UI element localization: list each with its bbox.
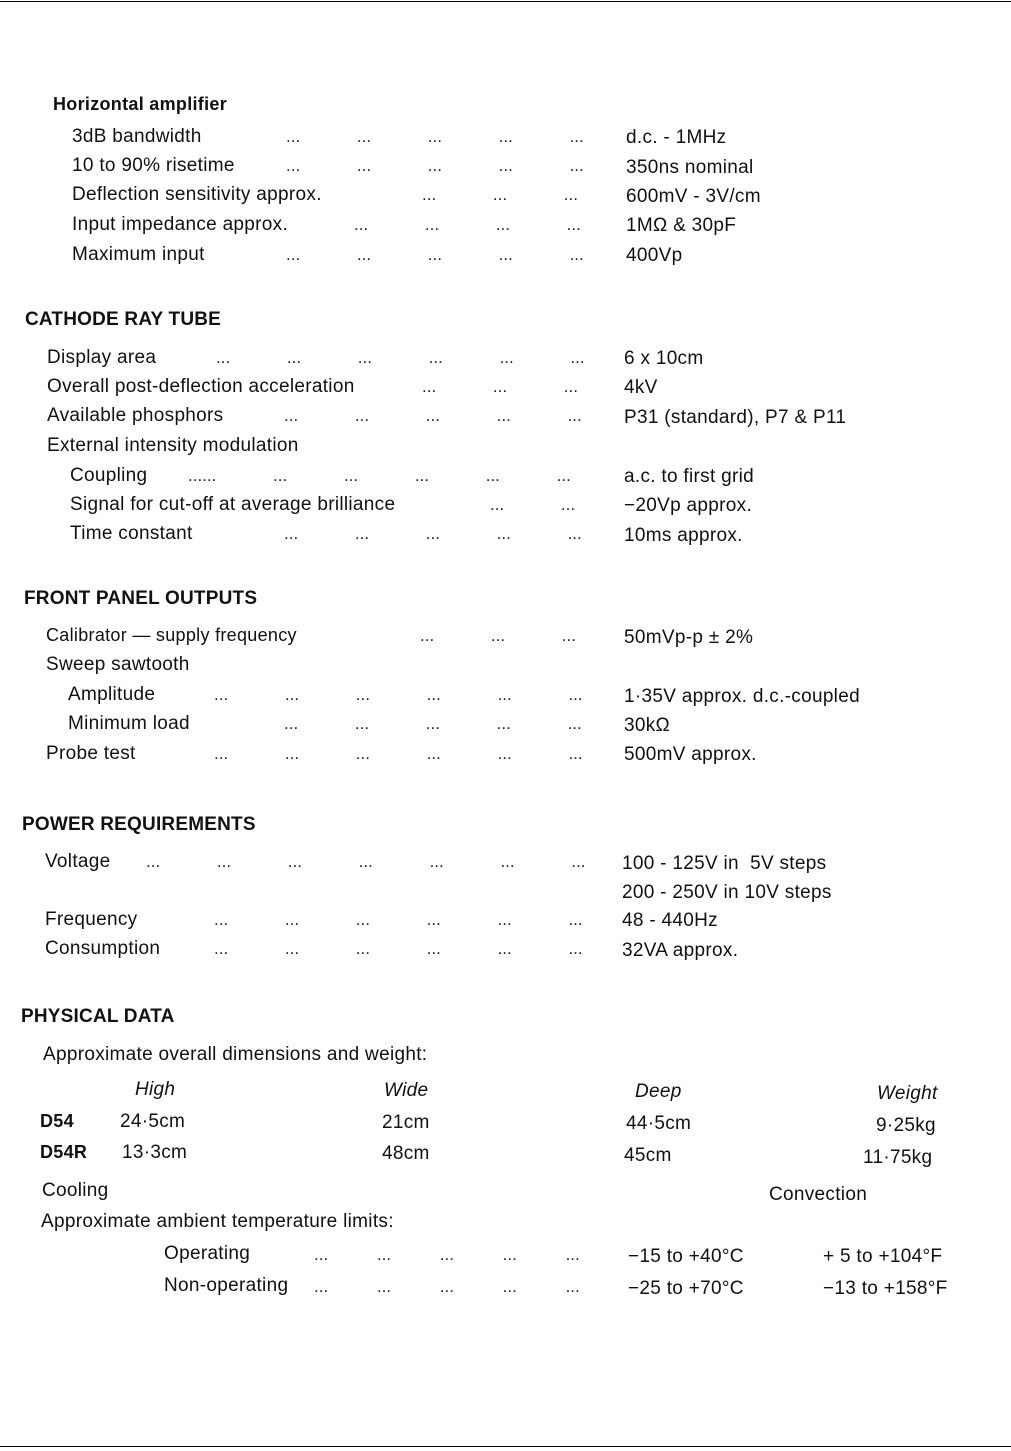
power-heading: POWER REQUIREMENTS (22, 814, 256, 835)
column-header-wide: Wide (384, 1080, 429, 1101)
spec-label: Deflection sensitivity approx. (72, 184, 322, 205)
leader-dots: ... ... ... ... ... ... (214, 939, 583, 958)
spec-label: Voltage (45, 851, 111, 872)
model-deep: 45cm (624, 1145, 672, 1166)
model-high: 24·5cm (120, 1111, 186, 1132)
crt-heading: CATHODE RAY TUBE (25, 309, 222, 330)
model-name: D54R (40, 1142, 88, 1162)
spec-value: 48 - 440Hz (622, 910, 718, 931)
cooling-label: Cooling (42, 1180, 109, 1201)
temp-fahrenheit: −13 to +158°F (823, 1278, 948, 1299)
spec-label: Display area (47, 347, 157, 368)
spec-value: P31 (standard), P7 & P11 (624, 407, 847, 428)
spec-value: a.c. to first grid (624, 466, 754, 487)
model-name: D54 (40, 1111, 74, 1131)
leader-dots: ... ... ... ... ... (284, 406, 582, 425)
leader-dots: ... ... ... ... (354, 215, 581, 234)
spec-value: 500mV approx. (624, 744, 757, 765)
spec-label: External intensity modulation (47, 435, 299, 456)
temp-celsius: −25 to +70°C (628, 1278, 744, 1299)
model-wide: 21cm (382, 1112, 430, 1133)
spec-label: Available phosphors (47, 405, 224, 426)
spec-value: 6 x 10cm (624, 348, 704, 369)
cooling-value: Convection (769, 1184, 868, 1205)
spec-label: Amplitude (68, 684, 156, 705)
temp-fahrenheit: + 5 to +104°F (823, 1246, 943, 1267)
leader-dots: ... ... ... (422, 377, 578, 396)
spec-label: Probe test (46, 743, 136, 764)
spec-value: −20Vp approx. (624, 495, 753, 516)
spec-value: 350ns nominal (626, 157, 754, 178)
leader-dots: ... ... ... (422, 185, 578, 204)
spec-value: 1·35V approx. d.c.-coupled (624, 686, 860, 707)
leader-dots: ... ... ... ... ... ... (214, 910, 583, 929)
model-weight: 11·75kg (863, 1147, 933, 1168)
top-rule (0, 1, 1011, 2)
spec-value: 32VA approx. (622, 940, 739, 961)
spec-label: Maximum input (72, 244, 205, 265)
column-header-weight: Weight (877, 1083, 938, 1104)
spec-label: Sweep sawtooth (46, 654, 190, 675)
spec-label: Frequency (45, 909, 138, 930)
front-panel-heading: FRONT PANEL OUTPUTS (24, 588, 258, 609)
leader-dots: ... ... ... ... ... ... (214, 744, 583, 763)
bottom-rule (0, 1446, 1011, 1447)
spec-value: 400Vp (626, 245, 683, 266)
spec-label: Consumption (45, 938, 161, 959)
spec-label: Calibrator — supply frequency (46, 625, 297, 645)
leader-dots: ... ... ... (420, 626, 576, 645)
spec-label: Time constant (70, 523, 193, 544)
leader-dots: ... ... ... ... ... (286, 156, 584, 175)
leader-dots: ... ... ... ... ... (286, 127, 584, 146)
model-deep: 44·5cm (626, 1113, 692, 1134)
leader-dots: ... ... ... ... ... ... (214, 685, 583, 704)
leader-dots: ... ... ... ... ... (314, 1277, 580, 1296)
spec-label: 10 to 90% risetime (72, 155, 235, 176)
physical-heading: PHYSICAL DATA (21, 1006, 175, 1027)
column-header-deep: Deep (635, 1081, 682, 1102)
spec-label: Signal for cut-off at average brilliance (70, 494, 396, 515)
column-header-high: High (135, 1079, 176, 1100)
model-weight: 9·25kg (876, 1115, 936, 1136)
spec-value: 10ms approx. (624, 525, 743, 546)
temp-label: Non-operating (164, 1275, 289, 1296)
leader-dots: ... ... ... ... ... (284, 524, 582, 543)
spec-label: Input impedance approx. (72, 214, 289, 235)
leader-dots: ... ... ... ... ... (284, 714, 582, 733)
spec-value: d.c. - 1MHz (626, 127, 727, 148)
leader-dots: ... ... (490, 495, 576, 514)
spec-value: 200 - 250V in 10V steps (622, 882, 832, 903)
leader-dots: ... ... ... ... ... ... (216, 348, 585, 367)
spec-label: Coupling (70, 465, 148, 486)
dimensions-label: Approximate overall dimensions and weight: (43, 1044, 428, 1065)
horizontal-amplifier-heading: Horizontal amplifier (53, 94, 228, 114)
spec-value: 1MΩ & 30pF (626, 215, 737, 236)
spec-value: 100 - 125V in 5V steps (622, 853, 827, 874)
spec-value: 50mVp-p ± 2% (624, 627, 754, 648)
leader-dots: ... ... ... ... ... (314, 1245, 580, 1264)
leader-dots: ... ... ... ... ... ... ... (146, 852, 586, 871)
spec-label: 3dB bandwidth (72, 126, 202, 147)
temp-label: Operating (164, 1243, 251, 1264)
temperature-limits-label: Approximate ambient temperature limits: (41, 1211, 394, 1232)
leader-dots: ... ... ... ... ... (286, 245, 584, 264)
spec-value: 600mV - 3V/cm (626, 186, 761, 207)
model-high: 13·3cm (122, 1142, 188, 1163)
spec-value: 30kΩ (624, 715, 671, 736)
spec-label: Minimum load (68, 713, 190, 734)
leader-dots: ...... ... ... ... ... ... (188, 466, 571, 485)
spec-value: 4kV (624, 377, 658, 398)
temp-celsius: −15 to +40°C (628, 1246, 744, 1267)
model-wide: 48cm (382, 1143, 430, 1164)
spec-label: Overall post-deflection acceleration (47, 376, 355, 397)
